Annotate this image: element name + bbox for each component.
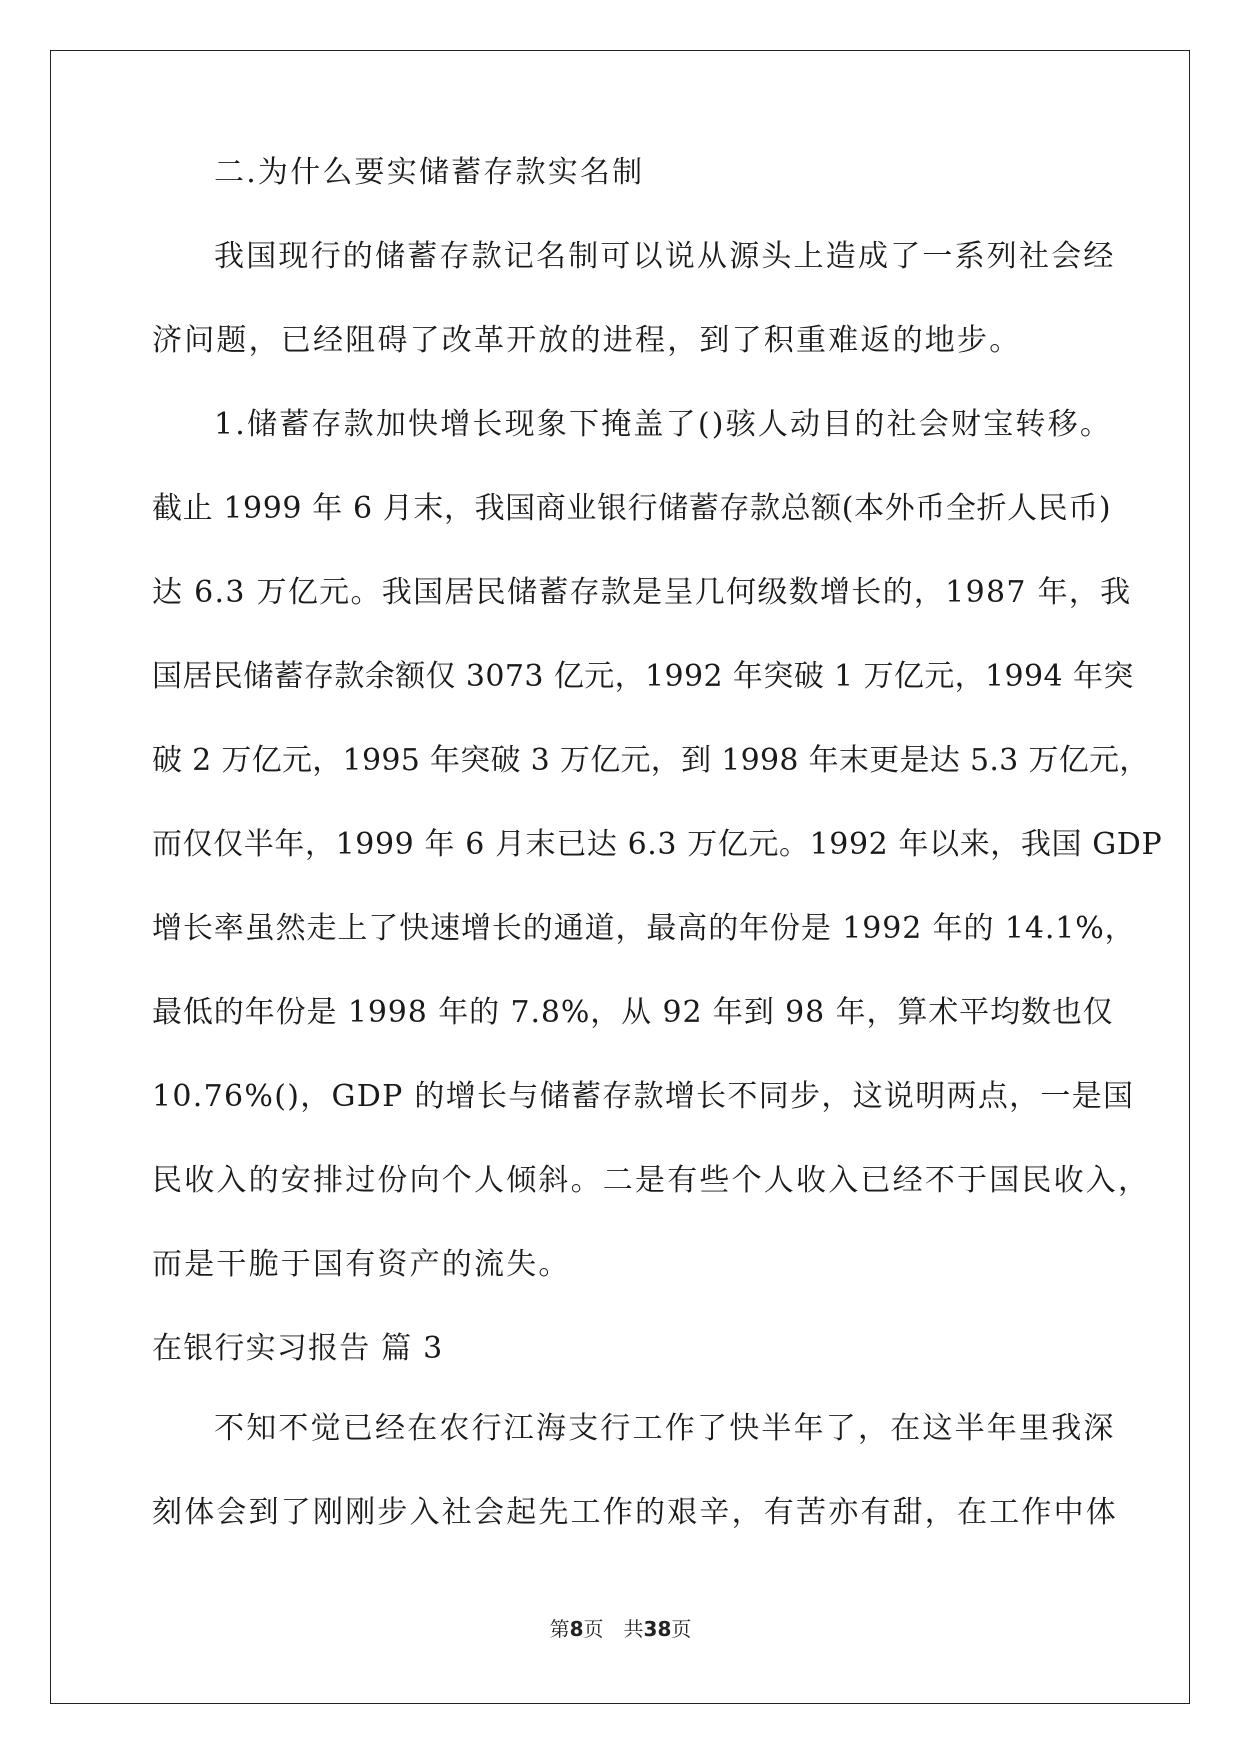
paragraph-line: 刻体会到了刚刚步入社会起先工作的艰辛，有苦亦有甜，在工作中体 (152, 1495, 1118, 1530)
page-current: 8 (569, 1617, 584, 1641)
paragraph-line: 济问题，已经阻碍了改革开放的进程，到了积重难返的地步。 (152, 323, 1022, 358)
page-footer (0, 1613, 1241, 1642)
paragraph-line: 最低的年份是 1998 年的 7.8%，从 92 年到 98 年，算术平均数也仅 (152, 995, 1114, 1030)
paragraph-line: 10.76%()，GDP 的增长与储蓄存款增长不同步，这说明两点，一是国 (152, 1079, 1135, 1114)
paragraph-line: 国居民储蓄存款余额仅 3073 亿元，1992 年突破 1 万亿元，1994 年突 (152, 659, 1134, 694)
paragraph-line: 而是干脆于国有资产的流失。 (152, 1247, 571, 1282)
paragraph-line: 民收入的安排过份向个人倾斜。二是有些个人收入已经不于国民收入， (152, 1163, 1151, 1198)
page-total: 38 (643, 1617, 672, 1641)
paragraph-line: 破 2 万亿元，1995 年突破 3 万亿元，到 1998 年末更是达 5.3 万亿元， (152, 743, 1150, 778)
paragraph-line: 截止 1999 年 6 月末，我国商业银行储蓄存款总额(本外币全折人民币) (152, 491, 1112, 526)
paragraph-line: 我国现行的储蓄存款记名制可以说从源头上造成了一系列社会经 (214, 239, 1116, 274)
page-mid: 页 共 (583, 1617, 644, 1641)
page-suffix: 页 (671, 1617, 692, 1641)
paragraph-line: 而仅仅半年，1999 年 6 月末已达 6.3 万亿元。1992 年以来，我国 GDP (152, 827, 1163, 862)
paragraph-line: 达 6.3 万亿元。我国居民储蓄存款是呈几何级数增长的，1987 年，我 (152, 575, 1132, 610)
paragraph-line: 增长率虽然走上了快速增长的通道，最高的年份是 1992 年的 14.1%， (152, 911, 1136, 946)
section-title: 在银行实习报告 篇 3 (152, 1331, 444, 1366)
paragraph-line: 1.储蓄存款加快增长现象下掩盖了()骇人动目的社会财宝转移。 (214, 407, 1113, 442)
document-body (152, 155, 1163, 1582)
paragraph-line: 不知不觉已经在农行江海支行工作了快半年了，在这半年里我深 (214, 1411, 1116, 1446)
page-prefix: 第 (549, 1617, 570, 1641)
section-heading: 二.为什么要实储蓄存款实名制 (214, 155, 645, 190)
